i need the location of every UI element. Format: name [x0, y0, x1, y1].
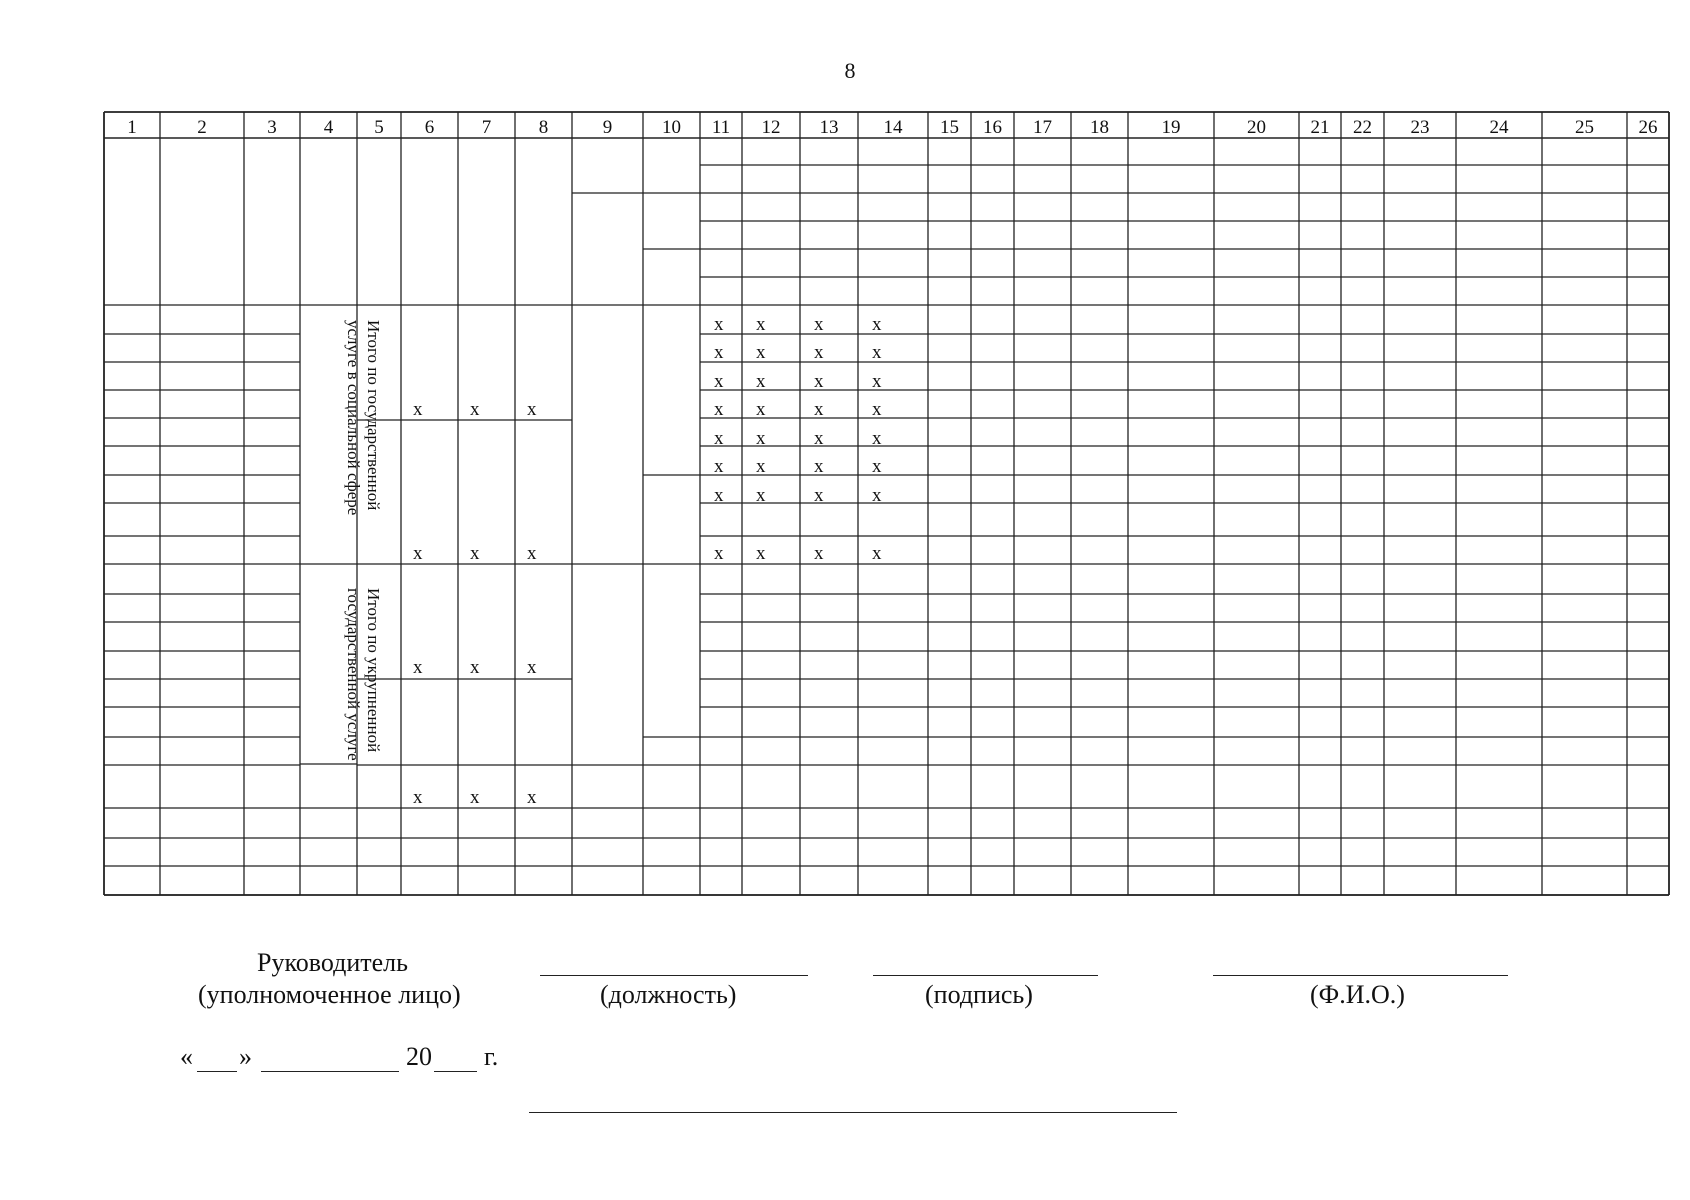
- column-header-6: 6: [424, 117, 435, 138]
- x-mark: x: [714, 456, 724, 477]
- day-blank-line: [197, 1071, 237, 1072]
- x-mark: x: [470, 399, 480, 420]
- column-header-10: 10: [662, 117, 681, 138]
- column-header-17: 17: [1033, 117, 1052, 138]
- x-mark: x: [413, 399, 423, 420]
- column-header-24: 24: [1489, 117, 1509, 138]
- year-blank-line: [434, 1071, 477, 1072]
- x-mark: x: [714, 428, 724, 449]
- position-line: [540, 975, 808, 976]
- x-mark: x: [814, 371, 824, 392]
- column-header-11: 11: [711, 117, 731, 138]
- x-mark: x: [814, 314, 824, 335]
- column-header-16: 16: [983, 117, 1002, 138]
- x-mark: x: [756, 485, 766, 506]
- x-mark: x: [756, 371, 766, 392]
- column-header-19: 19: [1161, 117, 1181, 138]
- x-mark: x: [470, 543, 480, 564]
- x-mark: x: [756, 342, 766, 363]
- authorized-person-label: (уполномоченное лицо): [198, 980, 461, 1009]
- social-sphere-total-label: Итого по государственнойуслуге в социальной сфере: [344, 320, 383, 516]
- bottom-signature-line: [529, 1112, 1177, 1113]
- x-mark: x: [714, 485, 724, 506]
- x-mark: x: [413, 787, 423, 808]
- x-mark: x: [527, 543, 537, 564]
- column-header-15: 15: [940, 117, 959, 138]
- x-mark: x: [527, 399, 537, 420]
- x-mark: x: [714, 399, 724, 420]
- x-mark: x: [413, 657, 423, 678]
- x-mark: x: [756, 314, 766, 335]
- x-mark: x: [814, 485, 824, 506]
- date-close-quote: »: [239, 1042, 252, 1071]
- x-mark: x: [527, 657, 537, 678]
- full-name-caption: (Ф.И.О.): [1310, 980, 1405, 1009]
- x-mark: x: [814, 428, 824, 449]
- column-header-13: 13: [819, 117, 839, 138]
- x-mark: x: [814, 543, 824, 564]
- x-mark: x: [814, 399, 824, 420]
- head-role-label: Руководитель: [257, 948, 408, 977]
- x-mark: x: [872, 428, 882, 449]
- year-prefix: 20: [406, 1042, 432, 1071]
- column-header-9: 9: [602, 117, 613, 138]
- column-header-25: 25: [1575, 117, 1594, 138]
- x-mark: x: [872, 314, 882, 335]
- column-header-20: 20: [1247, 117, 1266, 138]
- x-mark: x: [470, 787, 480, 808]
- column-header-1: 1: [127, 117, 137, 138]
- column-header-12: 12: [761, 117, 781, 138]
- x-mark: x: [527, 787, 537, 808]
- x-mark: x: [872, 371, 882, 392]
- column-header-7: 7: [481, 117, 492, 138]
- x-mark: x: [814, 342, 824, 363]
- column-header-26: 26: [1638, 117, 1658, 138]
- signature-line: [873, 975, 1098, 976]
- column-header-2: 2: [197, 117, 207, 138]
- x-mark: x: [756, 456, 766, 477]
- x-mark: x: [756, 543, 766, 564]
- x-mark: x: [714, 371, 724, 392]
- x-mark: x: [756, 399, 766, 420]
- x-mark: x: [413, 543, 423, 564]
- year-suffix: г.: [484, 1042, 499, 1071]
- x-mark: x: [872, 399, 882, 420]
- position-caption: (должность): [600, 980, 737, 1009]
- x-mark: x: [872, 543, 882, 564]
- x-mark: x: [814, 456, 824, 477]
- month-blank-line: [261, 1071, 399, 1072]
- x-mark: x: [756, 428, 766, 449]
- x-mark: x: [714, 342, 724, 363]
- column-header-22: 22: [1353, 117, 1372, 138]
- x-mark: x: [872, 342, 882, 363]
- column-header-4: 4: [323, 117, 334, 138]
- x-mark: x: [872, 485, 882, 506]
- full-name-line: [1213, 975, 1508, 976]
- column-header-5: 5: [374, 117, 384, 138]
- column-header-21: 21: [1310, 117, 1330, 138]
- x-mark: x: [872, 456, 882, 477]
- column-header-8: 8: [538, 117, 549, 138]
- enlarged-service-total-label: Итого по укрупненнойгосударственной услуге: [344, 588, 383, 761]
- column-header-3: 3: [267, 117, 277, 138]
- date-open-quote: «: [180, 1042, 193, 1071]
- signature-caption: (подпись): [925, 980, 1033, 1009]
- column-header-23: 23: [1410, 117, 1430, 138]
- x-mark: x: [714, 314, 724, 335]
- x-mark: x: [714, 543, 724, 564]
- page-number: 8: [844, 58, 856, 83]
- column-header-14: 14: [883, 117, 903, 138]
- column-header-18: 18: [1090, 117, 1109, 138]
- x-mark: x: [470, 657, 480, 678]
